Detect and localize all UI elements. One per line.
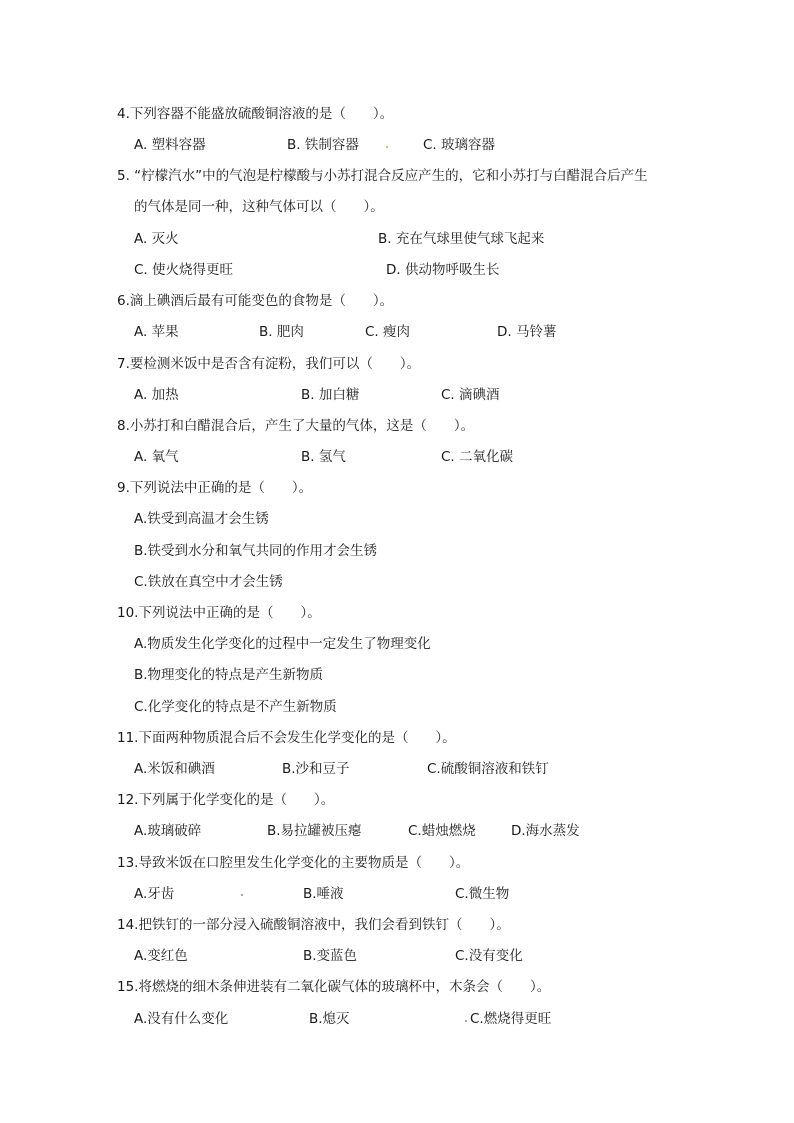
question-7-option-b: B. 加白糖 [301, 387, 360, 403]
question-9-option-c: C.铁放在真空中才会生锈 [134, 574, 283, 590]
question-10-stem: 10.下列说法中正确的是（ ）。 [117, 605, 321, 621]
speck-mark [241, 894, 243, 896]
question-5-stem: 5. “柠檬汽水”中的气泡是柠檬酸与小苏打混合反应产生的，它和小苏打与白醋混合后产生 [117, 168, 648, 184]
speck-mark [386, 146, 388, 148]
question-4-stem: 4.下列容器不能盛放硫酸铜溶液的是（ ）。 [117, 106, 394, 122]
question-14-stem: 14.把铁钉的一部分浸入硫酸铜溶液中，我们会看到铁钉（ ）。 [117, 917, 510, 933]
speck-mark [465, 1020, 467, 1022]
question-12-option-b: B.易拉罐被压瘪 [267, 823, 362, 839]
question-8-option-c: C. 二氧化碳 [441, 449, 514, 465]
question-7-option-c: C. 滴碘酒 [441, 387, 500, 403]
question-10-option-b: B.物理变化的特点是产生新物质 [134, 667, 324, 683]
question-11-option-a: A.米饭和碘酒 [134, 761, 215, 777]
question-11-option-b: B.沙和豆子 [282, 761, 350, 777]
question-6-option-d: D. 马铃薯 [497, 324, 557, 340]
question-4-option-b: B. 铁制容器 [287, 137, 359, 153]
question-11-option-c: C.硫酸铜溶液和铁钉 [427, 761, 549, 777]
question-8-stem: 8.小苏打和白醋混合后，产生了大量的气体，这是（ ）。 [117, 418, 475, 434]
question-5-option-d: D. 供动物呼吸生长 [386, 262, 500, 278]
question-15-option-c: C.燃烧得更旺 [470, 1011, 552, 1027]
question-4-option-c: C. 玻璃容器 [423, 137, 496, 153]
question-6-option-c: C. 瘦肉 [365, 324, 411, 340]
question-14-option-c: C.没有变化 [455, 948, 523, 964]
question-4-option-a: A. 塑料容器 [134, 137, 206, 153]
question-5-stem-continued: 的气体是同一种，这种气体可以（ ）。 [134, 199, 384, 215]
question-15-option-b: B.熄灭 [309, 1011, 350, 1027]
question-5-option-b: B. 充在气球里使气球飞起来 [378, 231, 545, 247]
question-13-option-b: B.唾液 [303, 886, 344, 902]
question-14-option-a: A.变红色 [134, 948, 188, 964]
question-8-option-a: A. 氧气 [134, 449, 179, 465]
question-9-option-b: B.铁受到水分和氧气共同的作用才会生锈 [134, 543, 378, 559]
question-6-stem: 6.滴上碘酒后最有可能变色的食物是（ ）。 [117, 293, 394, 309]
question-6-option-a: A. 苹果 [134, 324, 179, 340]
question-13-stem: 13.导致米饭在口腔里发生化学变化的主要物质是（ ）。 [117, 855, 470, 871]
question-12-option-d: D.海水蒸发 [511, 823, 580, 839]
question-10-option-a: A.物质发生化学变化的过程中一定发生了物理变化 [134, 636, 431, 652]
question-9-stem: 9.下列说法中正确的是（ ）。 [117, 480, 313, 496]
question-14-option-b: B.变蓝色 [303, 948, 358, 964]
question-5-option-a: A. 灭火 [134, 231, 179, 247]
question-8-option-b: B. 氢气 [301, 449, 346, 465]
question-10-option-c: C.化学变化的特点是不产生新物质 [134, 699, 337, 715]
question-13-option-c: C.微生物 [455, 886, 510, 902]
question-7-option-a: A. 加热 [134, 387, 179, 403]
question-9-option-a: A.铁受到高温才会生锈 [134, 511, 269, 527]
question-13-option-a: A.牙齿 [134, 886, 175, 902]
question-12-option-c: C.蜡烛燃烧 [408, 823, 476, 839]
question-15-option-a: A.没有什么变化 [134, 1011, 229, 1027]
question-15-stem: 15.将燃烧的细木条伸进装有二氧化碳气体的玻璃杯中，木条会（ ）。 [117, 979, 551, 995]
question-6-option-b: B. 肥肉 [259, 324, 304, 340]
question-5-option-c: C. 使火烧得更旺 [134, 262, 234, 278]
question-11-stem: 11.下面两种物质混合后不会发生化学变化的是（ ）。 [117, 730, 456, 746]
question-7-stem: 7.要检测米饭中是否含有淀粉，我们可以（ ）。 [117, 356, 421, 372]
question-12-stem: 12.下列属于化学变化的是（ ）。 [117, 792, 335, 808]
question-12-option-a: A.玻璃破碎 [134, 823, 202, 839]
